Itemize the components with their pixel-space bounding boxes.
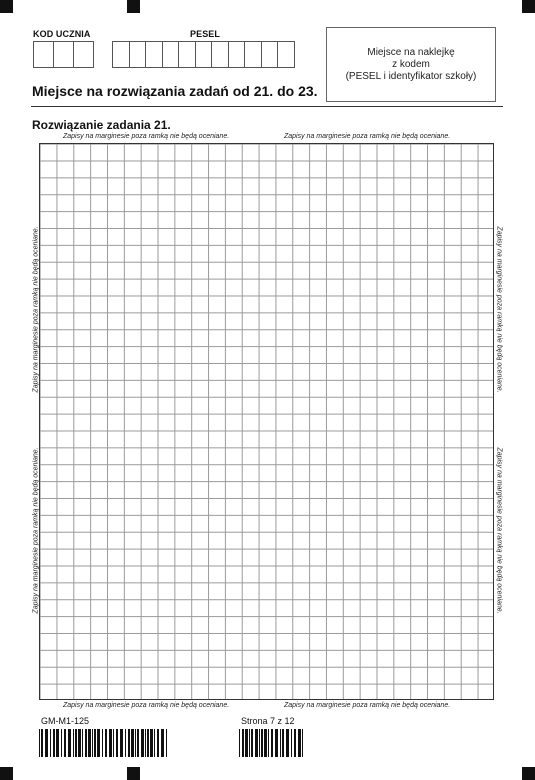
sticker-line: z kodem xyxy=(392,58,430,70)
barcode-bar xyxy=(251,729,253,757)
barcode-bar xyxy=(75,729,77,757)
corner-mark-top-center xyxy=(127,0,140,13)
barcode-bar xyxy=(97,729,100,757)
barcode-bar xyxy=(68,729,71,757)
barcode-bar xyxy=(113,729,114,757)
sticker-line: (PESEL i identyfikator szkoły) xyxy=(345,70,477,82)
barcode-bar xyxy=(102,729,103,757)
barcode-bar xyxy=(135,729,136,757)
barcode-bar xyxy=(78,729,81,757)
barcode-bar xyxy=(116,729,118,757)
barcode-bar xyxy=(242,729,244,757)
barcode-bar xyxy=(94,729,96,757)
barcode-bar xyxy=(64,729,66,757)
pesel-box[interactable] xyxy=(244,41,261,68)
barcode-bar xyxy=(147,729,149,757)
barcode-bar xyxy=(88,729,91,757)
barcode-bar xyxy=(261,729,263,757)
barcode-bar xyxy=(53,729,55,757)
corner-mark-bottom-left xyxy=(0,767,13,780)
barcode-bar xyxy=(120,729,123,757)
corner-mark-bottom-right xyxy=(522,767,535,780)
barcode-bar xyxy=(298,729,301,757)
student-code-boxes xyxy=(33,41,94,68)
barcode-bar xyxy=(50,729,51,757)
pesel-box[interactable] xyxy=(195,41,212,68)
barcode-bar xyxy=(92,729,93,757)
barcode-bar xyxy=(259,729,260,757)
sticker-area xyxy=(326,27,496,102)
barcode-bar xyxy=(85,729,87,757)
barcode-bar xyxy=(39,729,40,757)
margin-note-left-upper: Zapisy na marginesie poza ramką nie będą oceniane. xyxy=(32,226,40,393)
pesel-box[interactable] xyxy=(112,41,129,68)
barcode-bar xyxy=(128,729,130,757)
barcode-bar xyxy=(41,729,43,757)
answer-grid[interactable] xyxy=(39,143,494,700)
barcode-bar xyxy=(291,729,292,757)
barcode-bar xyxy=(302,729,303,757)
barcode-bar xyxy=(275,729,278,757)
sticker-line: Miejsce na naklejkę xyxy=(367,46,455,58)
barcode-bar xyxy=(166,729,167,757)
barcode-bar xyxy=(282,729,284,757)
barcode-bar xyxy=(294,729,296,757)
corner-mark-top-left xyxy=(0,0,13,13)
barcode-bar xyxy=(150,729,153,757)
corner-mark-bottom-center xyxy=(127,767,140,780)
student-code-box[interactable] xyxy=(33,41,53,68)
margin-note-left-lower: Zapisy na marginesie poza ramką nie będą oceniane. xyxy=(32,447,40,614)
pesel-boxes xyxy=(112,41,295,68)
barcode-bar xyxy=(73,729,74,757)
pesel-box[interactable] xyxy=(211,41,228,68)
page-number: Strona 7 z 12 xyxy=(241,716,295,726)
margin-note-right-upper: Zapisy na marginesie poza ramką nie będą oceniane. xyxy=(495,226,503,393)
pesel-box[interactable] xyxy=(162,41,179,68)
pesel-box[interactable] xyxy=(129,41,146,68)
barcode-bar xyxy=(264,729,267,757)
student-code-box[interactable] xyxy=(73,41,94,68)
barcode-bar xyxy=(154,729,155,757)
margin-note-bottom-right: Zapisy na marginesie poza ramką nie będą oceniane. xyxy=(284,702,451,709)
pesel-label: PESEL xyxy=(190,29,221,39)
student-code-label: KOD UCZNIA xyxy=(33,29,91,39)
barcode-bar xyxy=(286,729,289,757)
barcode-bar xyxy=(61,729,62,757)
page-title: Miejsce na rozwiązania zadań od 21. do 23. xyxy=(32,83,318,99)
pesel-box[interactable] xyxy=(277,41,295,68)
barcode-bar xyxy=(161,729,164,757)
pesel-box[interactable] xyxy=(178,41,195,68)
barcode-bar xyxy=(145,729,146,757)
pesel-box[interactable] xyxy=(228,41,245,68)
barcode-bar xyxy=(137,729,139,757)
barcode-bar xyxy=(245,729,248,757)
barcode-bar xyxy=(157,729,159,757)
barcode-bar xyxy=(255,729,258,757)
corner-mark-top-right xyxy=(522,0,535,13)
student-code-box[interactable] xyxy=(53,41,73,68)
barcode-bar xyxy=(45,729,48,757)
pesel-box[interactable] xyxy=(145,41,162,68)
margin-note-top-left: Zapisy na marginesie poza ramką nie będą oceniane. xyxy=(63,133,230,140)
margin-note-bottom-left: Zapisy na marginesie poza ramką nie będą oceniane. xyxy=(63,702,230,709)
title-divider xyxy=(31,106,503,107)
barcode-right xyxy=(239,729,304,757)
barcode-bar xyxy=(268,729,269,757)
barcode-bar xyxy=(56,729,59,757)
barcode-bar xyxy=(141,729,144,757)
exam-code: GM-M1-125 xyxy=(41,716,90,726)
barcode-bar xyxy=(105,729,107,757)
barcode-bar xyxy=(109,729,112,757)
pesel-box[interactable] xyxy=(261,41,278,68)
section-title: Rozwiązanie zadania 21. xyxy=(32,118,171,132)
margin-note-top-right: Zapisy na marginesie poza ramką nie będą oceniane. xyxy=(284,133,451,140)
barcode-bar xyxy=(125,729,126,757)
barcode-bar xyxy=(82,729,83,757)
margin-note-right-lower: Zapisy na marginesie poza ramką nie będą oceniane. xyxy=(495,447,503,614)
barcode-bar xyxy=(131,729,134,757)
barcode-left xyxy=(39,729,168,757)
barcode-bar xyxy=(239,729,240,757)
barcode-bar xyxy=(249,729,250,757)
barcode-bar xyxy=(280,729,281,757)
barcode-bar xyxy=(271,729,273,757)
